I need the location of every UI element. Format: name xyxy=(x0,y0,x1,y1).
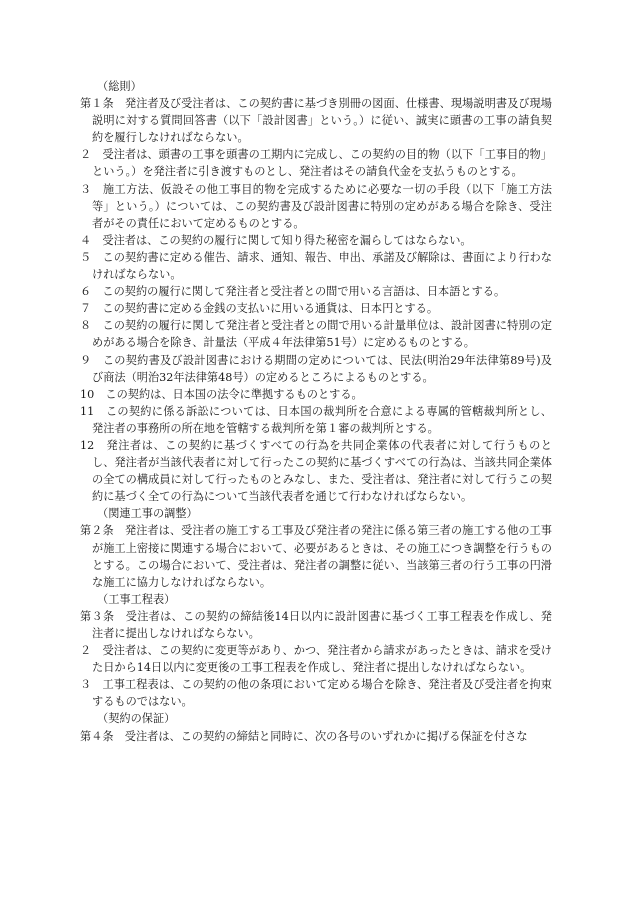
section-heading: （総則） xyxy=(97,80,142,93)
article-1-clause-10: 10 この契約は、日本国の法令に準拠するものとする。 xyxy=(80,387,363,401)
article-1-clause-4: ４ 受注者は、この契約の履行に関して知り得た秘密を漏らしてはならない。 xyxy=(80,233,472,247)
article-4: 第４条 受注者は、この契約の締結と同時に、次の各号のいずれかに掲げる保証を付さな xyxy=(80,729,528,743)
section-heading: （契約の保証） xyxy=(97,712,176,726)
article-1-clause-2: ２ 受注者は、頭書の工事を頭書の工期内に完成し、この契約の目的物（以下「工事目的物」という。）を発注者に引き渡すものとし、発注者はその請負代金を支払うものとする。 xyxy=(80,148,552,179)
article-3-clause-2: ２ 受注者は、この契約に変更等があり、かつ、発注者から請求があったときは、請求を受けた日から14日以内に変更後の工事工程表を作成し、発注者に提出しなければならない。 xyxy=(80,644,552,675)
article-1-clause-12: 12 発注者は、この契約に基づくすべての行為を共同企業体の代表者に対して行うものとし、発注者が当該代表者に対して行ったこの契約に基づくすべての行為は、当該共同企業体の全ての構成員に対して行ったものとみなし、また、受注者は、発注者に対して行うこの契約に基づく全ての行為について当該代表者を通じて行わなければならない。 xyxy=(80,438,552,504)
article-1-clause-8: ８ この契約の履行に関して発注者と受注者との間で用いる計量単位は、設計図書に特別の定めがある場合を除き、計量法（平成４年法律第51号）に定めるものとする。 xyxy=(80,319,552,350)
article-2: 第２条 発注者は、受注者の施工する工事及び発注者の発注に係る第三者の施工する他の工事が施工上密接に関連する場合において、必要があるときは、その施工につき調整を行うものとする。この場合において、受注者は、発注者の調整に従い、当該第三者の行う工事の円滑な施工に協力しなければならない。 xyxy=(80,524,552,589)
article-1-clause-9: ９ この契約書及び設計図書における期間の定めについては、民法(明治29年法律第89号)及び商法（明治32年法律第48号）の定めるところによるものとする。 xyxy=(80,353,552,384)
contract-text xyxy=(80,78,552,745)
article-1-clause-6: ６ この契約の履行に関して発注者と受注者との間で用いる言語は、日本語とする。 xyxy=(80,285,506,299)
section-heading: （工事工程表） xyxy=(97,592,176,606)
article-3: 第３条 受注者は、この契約の締結後14日以内に設計図書に基づく工事工程表を作成し、発注者に提出しなければならない。 xyxy=(80,609,552,640)
article-1-clause-11: 11 この契約に係る訴訟については、日本国の裁判所を合意による専属的管轄裁判所とし、発注者の事務所の所在地を管轄する裁判所を第１審の裁判所とする。 xyxy=(80,404,552,435)
article-1-clause-7: ７ この契約書に定める金銭の支払いに用いる通貨は、日本円とする。 xyxy=(80,302,439,316)
article-3-clause-3: ３ 工事工程表は、この契約の他の条項において定める場合を除き、発注者及び受注者を拘束するものではない。 xyxy=(80,678,552,709)
article-1: 第１条 発注者及び受注者は、この契約書に基づき別冊の図面、仕様書、現場説明書及び現場説明に対する質問回答書（以下「設計図書」という。）に従い、誠実に頭書の工事の請負契約を履行しなければならない。 xyxy=(80,97,552,145)
article-1-clause-3: ３ 施工方法、仮設その他工事目的物を完成するために必要な一切の手段（以下「施工方法等」という。）については、この契約書及び設計図書に特別の定めがある場合を除き、受注者がその責任において定めるものとする。 xyxy=(80,182,552,230)
article-1-clause-5: ５ この契約書に定める催告、請求、通知、報告、申出、承諾及び解除は、書面により行わなければならない。 xyxy=(80,250,552,282)
section-heading: （関連工事の調整） xyxy=(97,507,198,521)
